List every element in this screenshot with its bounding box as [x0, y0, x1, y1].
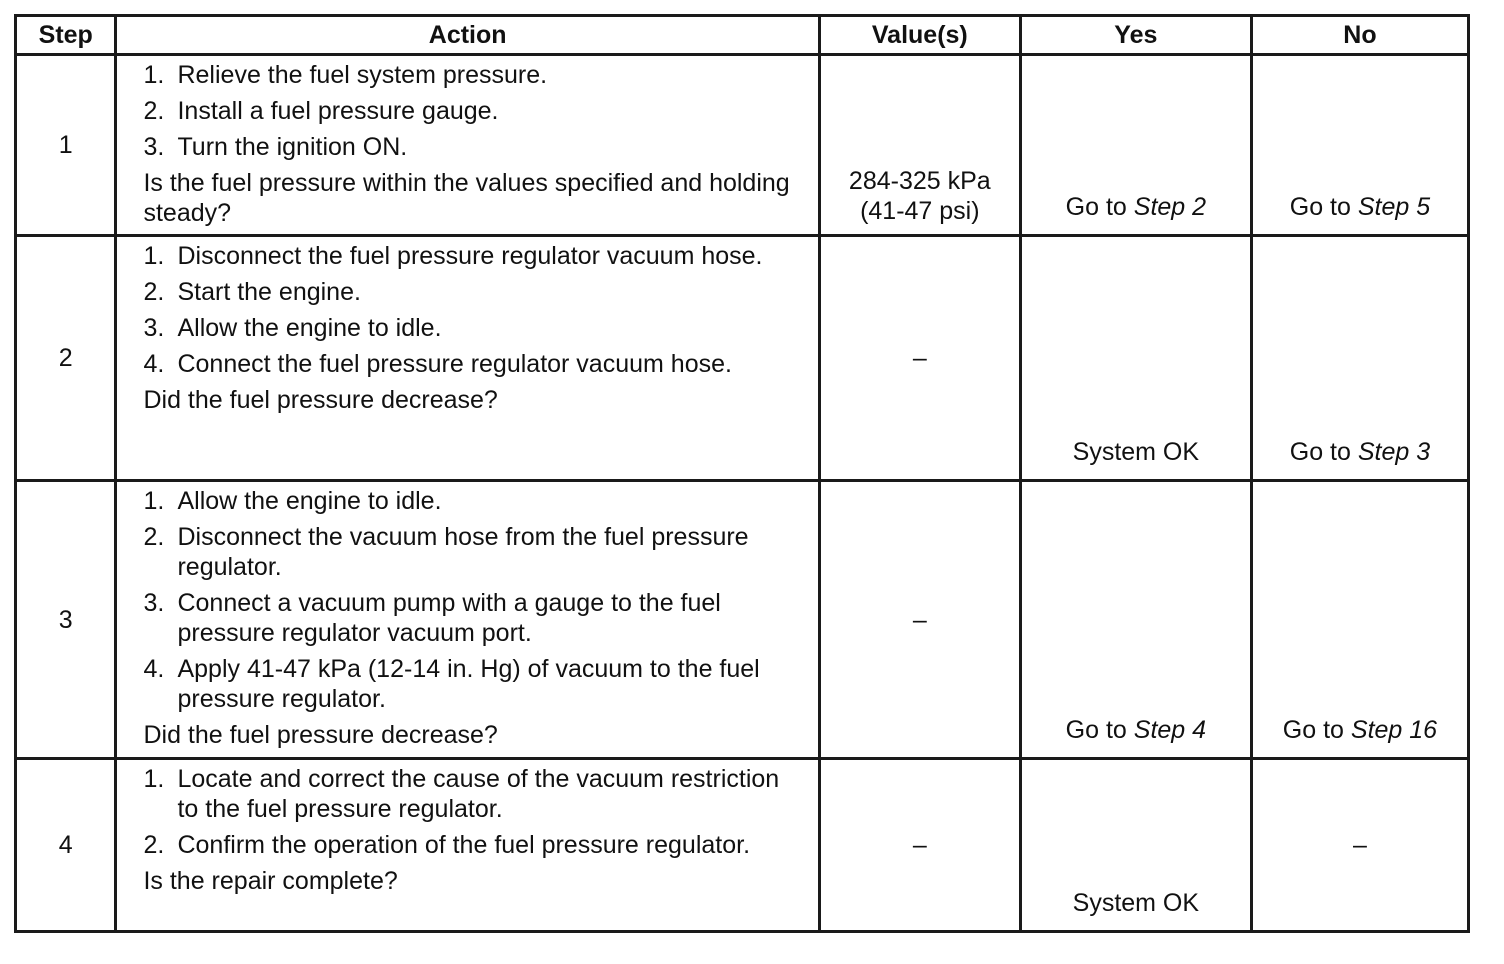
table-row: [16, 759, 1469, 932]
action-item: [143, 588, 801, 648]
no-prefix: Go to: [1282, 716, 1344, 744]
action-number: 1.: [143, 242, 165, 270]
action-text: Locate and correct the cause of the vacuum restriction to the fuel pressure regulator.: [177, 765, 780, 823]
action-text: Allow the engine to idle.: [177, 314, 442, 342]
action-number: 2.: [143, 831, 165, 859]
action-text: Apply 41-47 kPa (12-14 in. Hg) of vacuum to the fuel pressure regulator.: [177, 655, 760, 713]
step-number: 3: [16, 481, 116, 759]
yes-prefix: Go to: [1065, 193, 1127, 221]
action-item: [143, 764, 801, 824]
no-prefix: Go to: [1289, 193, 1351, 221]
no-step-link: Step 3: [1357, 438, 1431, 466]
table-row: [16, 55, 1469, 236]
action-text: Connect the fuel pressure regulator vacuum hose.: [177, 350, 732, 378]
action-number: 1.: [143, 61, 165, 89]
action-question: Did the fuel pressure decrease?: [143, 721, 498, 749]
action-text: Start the engine.: [177, 278, 361, 306]
value-dash: –: [912, 831, 927, 859]
action-text: Turn the ignition ON.: [177, 133, 408, 161]
action-cell: [116, 759, 819, 932]
no-cell: [1251, 236, 1468, 481]
no-dash: –: [1353, 831, 1367, 859]
step-number: 2: [16, 236, 116, 481]
no-prefix: Go to: [1289, 438, 1351, 466]
header-no: No: [1251, 16, 1468, 55]
action-number: 4.: [143, 350, 165, 378]
yes-prefix: Go to: [1065, 716, 1127, 744]
action-number: 4.: [143, 655, 165, 683]
value-cell: [819, 481, 1020, 759]
no-cell: [1251, 481, 1468, 759]
action-cell: [116, 55, 819, 236]
action-text: Allow the engine to idle.: [177, 487, 442, 515]
action-item: [143, 522, 801, 582]
action-question: Did the fuel pressure decrease?: [143, 386, 498, 414]
value-dash: –: [912, 344, 927, 372]
action-item: [143, 349, 801, 379]
action-question: Is the repair complete?: [143, 867, 398, 895]
step-number: 1: [16, 55, 116, 236]
action-cell: [116, 481, 819, 759]
action-cell: [116, 236, 819, 481]
action-number: 1.: [143, 487, 165, 515]
action-number: 2.: [143, 97, 165, 125]
action-item: [143, 486, 801, 516]
action-number: 1.: [143, 765, 165, 793]
value-cell: [819, 236, 1020, 481]
action-item: [143, 277, 801, 307]
action-item: [143, 132, 801, 162]
header-action: Action: [116, 16, 819, 55]
diagnostic-table: [14, 14, 1470, 933]
step-number: 4: [16, 759, 116, 932]
header-values: Value(s): [819, 16, 1020, 55]
action-item: [143, 313, 801, 343]
action-text: Disconnect the fuel pressure regulator vacuum hose.: [177, 242, 763, 270]
action-question: Is the fuel pressure within the values specified and holding steady?: [143, 169, 790, 227]
header-yes: Yes: [1020, 16, 1251, 55]
value-cell: [819, 55, 1020, 236]
yes-cell: [1020, 759, 1251, 932]
action-number: 3.: [143, 314, 165, 342]
yes-step-link: Step 4: [1133, 716, 1207, 744]
no-cell: [1251, 55, 1468, 236]
action-text: Connect a vacuum pump with a gauge to the fuel pressure regulator vacuum port.: [177, 589, 721, 647]
action-number: 3.: [143, 133, 165, 161]
no-cell: [1251, 759, 1468, 932]
action-item: [143, 241, 801, 271]
action-item: [143, 60, 801, 90]
value-dash: –: [912, 605, 927, 634]
no-step-link: Step 16: [1350, 716, 1438, 744]
value-cell: [819, 759, 1020, 932]
yes-cell: [1020, 481, 1251, 759]
no-step-link: Step 5: [1357, 193, 1431, 221]
header-step: Step: [16, 16, 116, 55]
action-number: 2.: [143, 278, 165, 306]
action-number: 3.: [143, 589, 165, 617]
action-number: 2.: [143, 523, 165, 551]
value-line: (41-47 psi): [860, 197, 980, 225]
action-text: Relieve the fuel system pressure.: [177, 61, 548, 89]
yes-result: System OK: [1072, 438, 1200, 466]
action-item: [143, 830, 801, 860]
yes-result: System OK: [1072, 889, 1200, 917]
action-item: [143, 654, 801, 714]
yes-cell: [1020, 236, 1251, 481]
action-text: Disconnect the vacuum hose from the fuel pressure regulator.: [177, 523, 749, 581]
action-text: Install a fuel pressure gauge.: [177, 97, 499, 125]
action-text: Confirm the operation of the fuel pressure regulator.: [177, 831, 751, 859]
action-item: [143, 96, 801, 126]
yes-step-link: Step 2: [1133, 193, 1207, 221]
table-row: [16, 236, 1469, 481]
yes-cell: [1020, 55, 1251, 236]
table-row: [16, 481, 1469, 759]
value-line: 284-325 kPa: [848, 167, 991, 195]
header-row: [16, 16, 1469, 55]
